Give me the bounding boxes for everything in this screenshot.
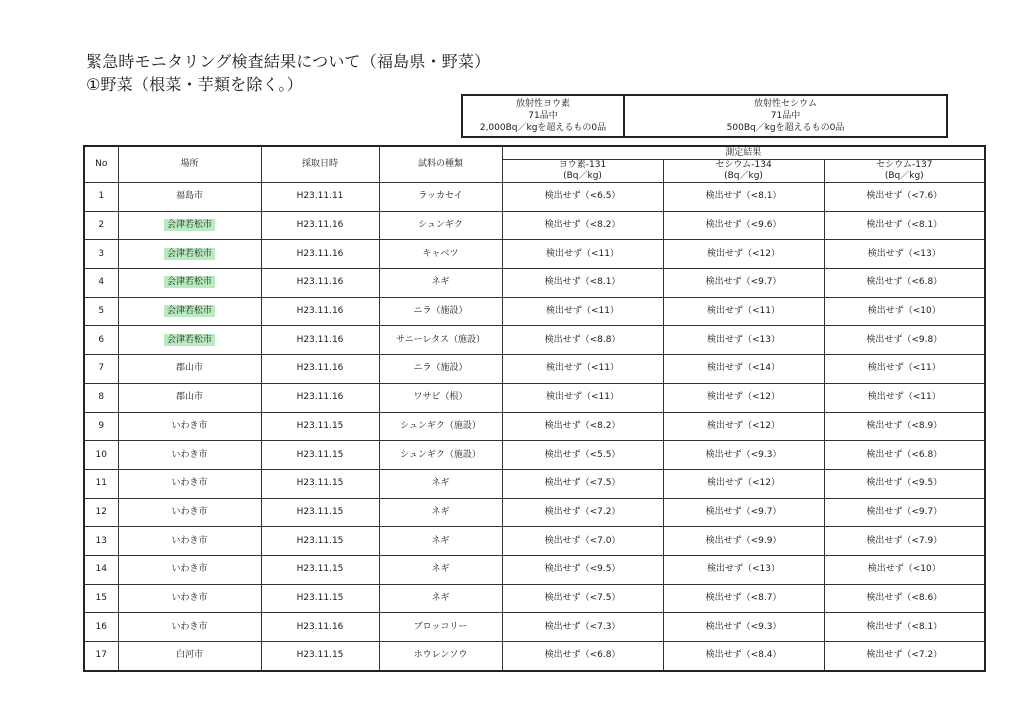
- row-sample-type: ワサビ（根）: [379, 383, 502, 412]
- header-iodine-131: [502, 160, 663, 183]
- row-cesium-137: 検出せず（<7.9）: [824, 527, 985, 556]
- row-iodine-131: 検出せず（<11）: [502, 355, 663, 384]
- row-cesium-137: 検出せず（<6.8）: [824, 441, 985, 470]
- table-row: [84, 383, 985, 412]
- header-sample-type: 試料の種類: [379, 146, 502, 183]
- row-no: 6: [84, 326, 118, 355]
- row-place: いわき市: [118, 498, 261, 527]
- row-iodine-131: 検出せず（<7.0）: [502, 527, 663, 556]
- row-sample-type: ネギ: [379, 527, 502, 556]
- row-iodine-131: 検出せず（<7.5）: [502, 584, 663, 613]
- row-no: 2: [84, 211, 118, 240]
- row-iodine-131: 検出せず（<6.8）: [502, 642, 663, 671]
- row-date: H23.11.15: [261, 527, 379, 556]
- row-iodine-131: 検出せず（<5.5）: [502, 441, 663, 470]
- row-cesium-134: 検出せず（<9.3）: [663, 613, 824, 642]
- row-sample-type: ネギ: [379, 555, 502, 584]
- header-no: No: [84, 146, 118, 183]
- row-place: いわき市: [118, 412, 261, 441]
- row-cesium-137: 検出せず（<11）: [824, 355, 985, 384]
- row-date: H23.11.16: [261, 211, 379, 240]
- table-row: [84, 355, 985, 384]
- row-iodine-131: 検出せず（<7.2）: [502, 498, 663, 527]
- row-cesium-134: 検出せず（<9.3）: [663, 441, 824, 470]
- row-sample-type: ネギ: [379, 498, 502, 527]
- table-row: [84, 584, 985, 613]
- header-cesium-134-label: セシウム-134: [715, 160, 772, 170]
- table-row: [84, 269, 985, 298]
- row-date: H23.11.15: [261, 642, 379, 671]
- row-cesium-137: 検出せず（<9.7）: [824, 498, 985, 527]
- row-sample-type: ネギ: [379, 469, 502, 498]
- row-cesium-134: 検出せず（<9.7）: [663, 269, 824, 298]
- row-date: H23.11.15: [261, 584, 379, 613]
- header-iodine-131-label: ヨウ素-131: [558, 160, 607, 170]
- row-sample-type: ホウレンソウ: [379, 642, 502, 671]
- row-no: 5: [84, 297, 118, 326]
- table-row: [84, 527, 985, 556]
- row-cesium-137: 検出せず（<6.8）: [824, 269, 985, 298]
- row-sample-type: シュンギク: [379, 211, 502, 240]
- row-date: H23.11.15: [261, 555, 379, 584]
- row-place: いわき市: [118, 613, 261, 642]
- table-row: [84, 297, 985, 326]
- row-date: H23.11.15: [261, 498, 379, 527]
- row-iodine-131: 検出せず（<11）: [502, 383, 663, 412]
- highlighted-place-text: 会津若松市: [164, 276, 215, 288]
- table-row: [84, 642, 985, 671]
- row-sample-type: ネギ: [379, 584, 502, 613]
- row-cesium-134: 検出せず（<12）: [663, 469, 824, 498]
- row-no: 12: [84, 498, 118, 527]
- header-iodine-131-unit: (Bq／kg): [563, 171, 602, 181]
- iodine-summary-note: 2,000Bq／kgを超えるもの0品: [479, 123, 607, 133]
- row-sample-type: ニラ（施設）: [379, 297, 502, 326]
- cesium-summary-count: 71品中: [770, 111, 801, 121]
- row-iodine-131: 検出せず（<6.5）: [502, 183, 663, 212]
- row-no: 10: [84, 441, 118, 470]
- header-cesium-134: [663, 160, 824, 183]
- row-no: 13: [84, 527, 118, 556]
- summary-table: [461, 94, 948, 138]
- row-iodine-131: 検出せず（<7.5）: [502, 469, 663, 498]
- row-place: 郡山市: [118, 355, 261, 384]
- row-place: [118, 269, 261, 298]
- header-date: 採取日時: [261, 146, 379, 183]
- header-place: 場所: [118, 146, 261, 183]
- row-iodine-131: 検出せず（<11）: [502, 240, 663, 269]
- iodine-summary-count: 71品中: [528, 111, 558, 121]
- row-cesium-137: 検出せず（<8.1）: [824, 613, 985, 642]
- cesium-summary-note: 500Bq／kgを超えるもの0品: [726, 123, 845, 133]
- table-row: [84, 498, 985, 527]
- row-cesium-134: 検出せず（<12）: [663, 240, 824, 269]
- table-row: [84, 211, 985, 240]
- row-no: 15: [84, 584, 118, 613]
- row-cesium-134: 検出せず（<9.6）: [663, 211, 824, 240]
- row-date: H23.11.15: [261, 441, 379, 470]
- row-sample-type: ニラ（施設）: [379, 355, 502, 384]
- row-date: H23.11.16: [261, 240, 379, 269]
- row-cesium-137: 検出せず（<10）: [824, 297, 985, 326]
- table-row: [84, 555, 985, 584]
- row-date: H23.11.11: [261, 183, 379, 212]
- row-no: 9: [84, 412, 118, 441]
- row-cesium-134: 検出せず（<9.9）: [663, 527, 824, 556]
- row-sample-type: キャベツ: [379, 240, 502, 269]
- row-cesium-134: 検出せず（<8.7）: [663, 584, 824, 613]
- row-cesium-134: 検出せず（<13）: [663, 326, 824, 355]
- row-cesium-137: 検出せず（<7.6）: [824, 183, 985, 212]
- highlighted-place-text: 会津若松市: [164, 248, 215, 260]
- highlighted-place-text: 会津若松市: [164, 219, 215, 231]
- row-no: 11: [84, 469, 118, 498]
- row-cesium-134: 検出せず（<12）: [663, 383, 824, 412]
- row-iodine-131: 検出せず（<8.2）: [502, 211, 663, 240]
- row-place: [118, 297, 261, 326]
- row-cesium-137: 検出せず（<9.5）: [824, 469, 985, 498]
- table-row: [84, 240, 985, 269]
- row-date: H23.11.16: [261, 613, 379, 642]
- row-no: 8: [84, 383, 118, 412]
- results-table: [83, 145, 986, 672]
- row-sample-type: シュンギク（施設）: [379, 412, 502, 441]
- row-no: 1: [84, 183, 118, 212]
- row-sample-type: サニーレタス（施設）: [379, 326, 502, 355]
- row-place: [118, 326, 261, 355]
- row-place: いわき市: [118, 527, 261, 556]
- row-iodine-131: 検出せず（<11）: [502, 297, 663, 326]
- row-cesium-134: 検出せず（<14）: [663, 355, 824, 384]
- row-date: H23.11.16: [261, 326, 379, 355]
- row-sample-type: ブロッコリー: [379, 613, 502, 642]
- row-cesium-137: 検出せず（<9.8）: [824, 326, 985, 355]
- table-row: [84, 441, 985, 470]
- table-row: [84, 326, 985, 355]
- row-no: 4: [84, 269, 118, 298]
- row-cesium-137: 検出せず（<8.6）: [824, 584, 985, 613]
- row-cesium-137: 検出せず（<8.1）: [824, 211, 985, 240]
- row-place: いわき市: [118, 441, 261, 470]
- document-title: 緊急時モニタリング検査結果について（福島県・野菜）: [86, 52, 491, 71]
- row-cesium-137: 検出せず（<7.2）: [824, 642, 985, 671]
- header-cesium-137-label: セシウム-137: [876, 160, 933, 170]
- row-no: 3: [84, 240, 118, 269]
- row-date: H23.11.16: [261, 383, 379, 412]
- iodine-summary-cell: [462, 95, 624, 137]
- row-iodine-131: 検出せず（<9.5）: [502, 555, 663, 584]
- cesium-summary-cell: [624, 95, 947, 137]
- header-cesium-137: [824, 160, 985, 183]
- row-no: 17: [84, 642, 118, 671]
- cesium-summary-label: 放射性セシウム: [754, 99, 817, 109]
- row-sample-type: シュンギク（施設）: [379, 441, 502, 470]
- row-sample-type: ネギ: [379, 269, 502, 298]
- table-row: [84, 613, 985, 642]
- row-cesium-134: 検出せず（<12）: [663, 412, 824, 441]
- header-cesium-134-unit: (Bq／kg): [724, 171, 763, 181]
- row-cesium-137: 検出せず（<8.9）: [824, 412, 985, 441]
- row-place: いわき市: [118, 555, 261, 584]
- highlighted-place-text: 会津若松市: [164, 305, 215, 317]
- row-cesium-134: 検出せず（<8.1）: [663, 183, 824, 212]
- row-cesium-134: 検出せず（<8.4）: [663, 642, 824, 671]
- row-cesium-137: 検出せず（<11）: [824, 383, 985, 412]
- row-iodine-131: 検出せず（<8.2）: [502, 412, 663, 441]
- row-no: 14: [84, 555, 118, 584]
- table-row: [84, 183, 985, 212]
- row-place: [118, 211, 261, 240]
- table-row: [84, 412, 985, 441]
- row-cesium-134: 検出せず（<13）: [663, 555, 824, 584]
- row-cesium-134: 検出せず（<9.7）: [663, 498, 824, 527]
- header-result-group: 測定結果: [502, 146, 985, 160]
- row-date: H23.11.15: [261, 412, 379, 441]
- row-no: 7: [84, 355, 118, 384]
- row-date: H23.11.16: [261, 355, 379, 384]
- row-place: いわき市: [118, 469, 261, 498]
- iodine-summary-label: 放射性ヨウ素: [515, 99, 570, 109]
- row-no: 16: [84, 613, 118, 642]
- row-date: H23.11.15: [261, 469, 379, 498]
- row-cesium-134: 検出せず（<11）: [663, 297, 824, 326]
- row-iodine-131: 検出せず（<7.3）: [502, 613, 663, 642]
- row-cesium-137: 検出せず（<13）: [824, 240, 985, 269]
- row-place: いわき市: [118, 584, 261, 613]
- document-subtitle: ①野菜（根菜・芋類を除く。）: [86, 75, 303, 94]
- row-cesium-137: 検出せず（<10）: [824, 555, 985, 584]
- table-row: [84, 469, 985, 498]
- row-sample-type: ラッカセイ: [379, 183, 502, 212]
- highlighted-place-text: 会津若松市: [164, 334, 215, 346]
- row-place: [118, 240, 261, 269]
- row-place: 福島市: [118, 183, 261, 212]
- header-cesium-137-unit: (Bq／kg): [884, 171, 924, 181]
- row-iodine-131: 検出せず（<8.8）: [502, 326, 663, 355]
- row-date: H23.11.16: [261, 269, 379, 298]
- row-place: 郡山市: [118, 383, 261, 412]
- row-iodine-131: 検出せず（<8.1）: [502, 269, 663, 298]
- row-date: H23.11.16: [261, 297, 379, 326]
- row-place: 白河市: [118, 642, 261, 671]
